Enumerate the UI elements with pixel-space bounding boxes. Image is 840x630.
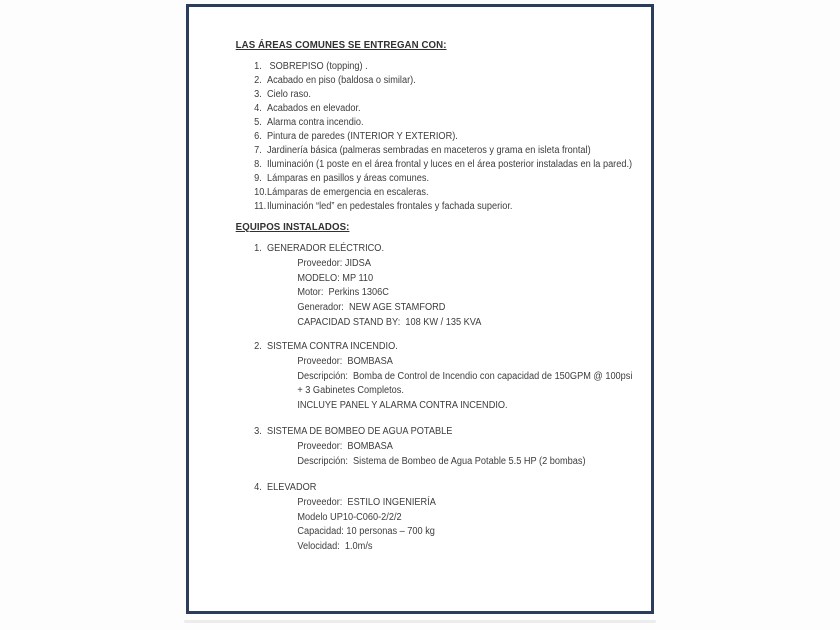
list-item-text: Iluminación “led” en pedestales frontales y fachada superior. — [266, 201, 513, 212]
list-item-text: SOBREPISO (topping) . — [266, 61, 368, 72]
list-item-number: 1. — [254, 61, 262, 72]
list-item-text: Pintura de paredes (INTERIOR Y EXTERIOR). — [266, 131, 458, 142]
list-item-number: 11. — [254, 201, 267, 212]
areas-section-title: LAS ÁREAS COMUNES SE ENTREGAN CON: — [235, 39, 447, 51]
equipment-name: SISTEMA CONTRA INCENDIO. — [266, 341, 398, 352]
equipment-detail: Proveedor: JIDSA — [297, 257, 371, 269]
equipment-detail: Descripción: Bomba de Control de Incendio con capacidad de 150GPM @ 100psi — [297, 370, 633, 382]
list-item-number: 8. — [254, 159, 262, 170]
list-item-number: 10. — [254, 187, 267, 198]
equipment-detail: Velocidad: 1.0m/s — [297, 541, 373, 553]
list-item-text: Acabados en elevador. — [266, 103, 361, 114]
list-item-text: Cielo raso. — [266, 89, 311, 100]
list-item-number: 4. — [254, 103, 262, 114]
list-item-number: 6. — [254, 131, 262, 142]
equipment-detail: Proveedor: BOMBASA — [297, 440, 393, 452]
equipment-name: ELEVADOR — [266, 482, 317, 493]
list-item-text: Alarma contra incendio. — [266, 117, 364, 128]
list-item-text: Jardinería básica (palmeras sembradas en maceteros y grama en isleta frontal) — [266, 145, 591, 156]
equipment-detail: Proveedor: BOMBASA — [297, 355, 393, 367]
equipment-block — [254, 340, 632, 414]
equipment-name: GENERADOR ELÉCTRICO. — [266, 243, 385, 254]
list-item-text: Lámparas en pasillos y áreas comunes. — [266, 173, 430, 184]
equipment-number: 2. — [254, 341, 262, 352]
equipment-block — [254, 425, 586, 469]
equipment-detail: INCLUYE PANEL Y ALARMA CONTRA INCENDIO. — [297, 400, 508, 412]
equipment-name-row — [254, 242, 481, 257]
equipment-detail: MODELO: MP 110 — [297, 272, 374, 284]
list-item-number: 3. — [254, 89, 262, 100]
equipos-section-title: EQUIPOS INSTALADOS: — [235, 221, 350, 233]
list-item-text: Iluminación (1 poste en el área frontal y luces en el área posterior instaladas en la pared.) — [266, 159, 633, 170]
equipment-detail: Generador: NEW AGE STAMFORD — [297, 302, 446, 314]
equipment-number: 1. — [254, 243, 262, 254]
equipment-detail: Modelo UP10-C060-2/2/2 — [297, 511, 402, 523]
equipment-detail: Capacidad: 10 personas – 700 kg — [297, 526, 435, 538]
page-content — [186, 0, 775, 630]
equipment-name-row — [254, 340, 632, 355]
equipment-detail: Descripción: Sistema de Bombeo de Agua Potable 5.5 HP (2 bombas) — [297, 455, 586, 467]
equipment-name-row — [254, 425, 586, 440]
equipment-number: 3. — [254, 426, 262, 437]
equipment-list — [186, 0, 775, 630]
equipment-name-row — [254, 481, 436, 496]
list-item-text: Acabado en piso (baldosa o similar). — [266, 75, 416, 86]
equipment-name: SISTEMA DE BOMBEO DE AGUA POTABLE — [266, 426, 453, 437]
equipment-number: 4. — [254, 482, 262, 493]
equipment-detail: Proveedor: ESTILO INGENIERÍA — [297, 496, 436, 508]
list-item-text: Lámparas de emergencia en escaleras. — [266, 187, 429, 198]
equipment-block — [254, 242, 481, 331]
equipment-detail: Motor: Perkins 1306C — [297, 287, 389, 299]
list-item-number: 9. — [254, 173, 262, 184]
list-item-number: 5. — [254, 117, 262, 128]
equipment-detail: CAPACIDAD STAND BY: 108 KW / 135 KVA — [297, 316, 482, 328]
equipment-detail: + 3 Gabinetes Completos. — [297, 385, 404, 397]
list-item-number: 2. — [254, 75, 262, 86]
equipment-block — [254, 481, 436, 555]
list-item-number: 7. — [254, 145, 262, 156]
